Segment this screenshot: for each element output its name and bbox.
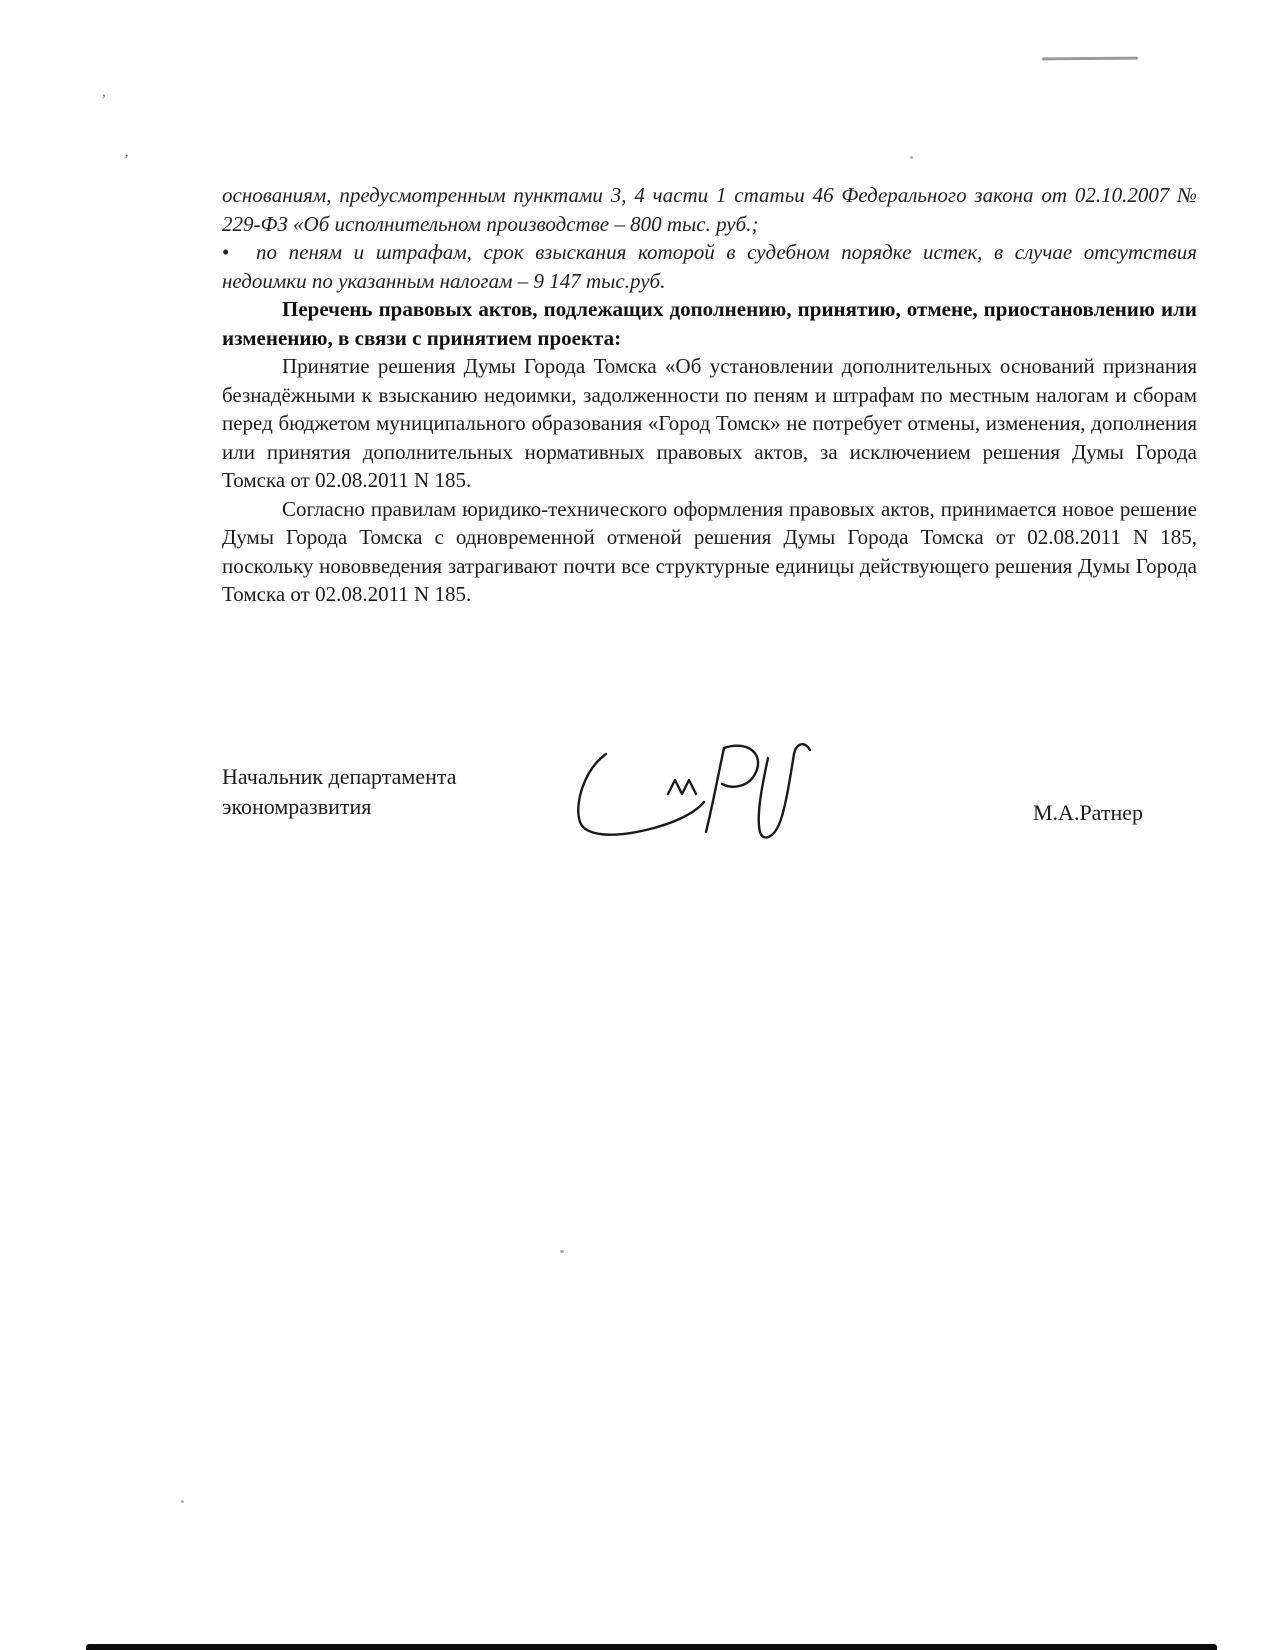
scan-artifact-speck [910, 156, 913, 159]
paragraph-1-text: Принятие решения Думы Города Томска «Об установлении дополнительных оснований признания безнадёжными к взысканию недоимки, задолженности по пеням и штрафам по местным налогам и сборам перед бюджетом муниципального образования «Город Томск» не потребует отмены, изменения, дополнения или принятия дополнительных нормативных правовых актов, за исключением решения Думы Города Томска от 02.08.2011 N 185. [222, 354, 1197, 492]
continuation-text: основаниям, предусмотренным пунктами 3, 4 части 1 статьи 46 Федерального закона от 02.10.2007 № 229-ФЗ «Об исполнительном производстве – 800 тыс. руб.; [222, 183, 1197, 236]
paragraph-1 [222, 352, 1197, 495]
paragraph-continuation [222, 181, 1197, 238]
signatory-name-text: М.А.Ратнер [1033, 800, 1144, 825]
signatory-title [222, 762, 457, 822]
scan-edge-bar [86, 1644, 1217, 1650]
bullet-marker-icon: • [222, 240, 230, 264]
signatory-title-line1: Начальник департамента [222, 764, 457, 789]
section-heading-text: Перечень правовых актов, подлежащих дополнению, принятию, отмене, приостановлению или изменению, в связи с принятием проекта: [222, 297, 1197, 350]
scan-artifact-mark: ‚ [124, 144, 129, 160]
scan-artifact-speck [181, 1500, 184, 1503]
handwritten-signature [572, 736, 817, 848]
bullet-text: по пеням и штрафам, срок взыскания которой в судебном порядке истек, в случае отсутствия недоимки по указанным налогам – 9 147 тыс.руб. [222, 240, 1197, 293]
document-content [222, 181, 1197, 609]
section-heading [222, 295, 1197, 352]
signatory-name [1033, 800, 1143, 826]
paragraph-2 [222, 495, 1197, 609]
bullet-item [222, 238, 1197, 295]
paragraph-2-text: Согласно правилам юридико-технического оформления правовых актов, принимается новое решение Думы Города Томска с одновременной отменой решения Думы Города Томска от 02.08.2011 N 185, поскольку нововведения затрагивают почти все структурные единицы действующего решения Думы Города Томска от 02.08.2011 N 185. [222, 496, 1197, 606]
scan-artifact-speck [560, 1250, 564, 1253]
scan-artifact-mark: ’ [101, 92, 107, 109]
signatory-title-line2: экономразвития [222, 794, 372, 819]
scan-artifact-line [1042, 57, 1138, 61]
